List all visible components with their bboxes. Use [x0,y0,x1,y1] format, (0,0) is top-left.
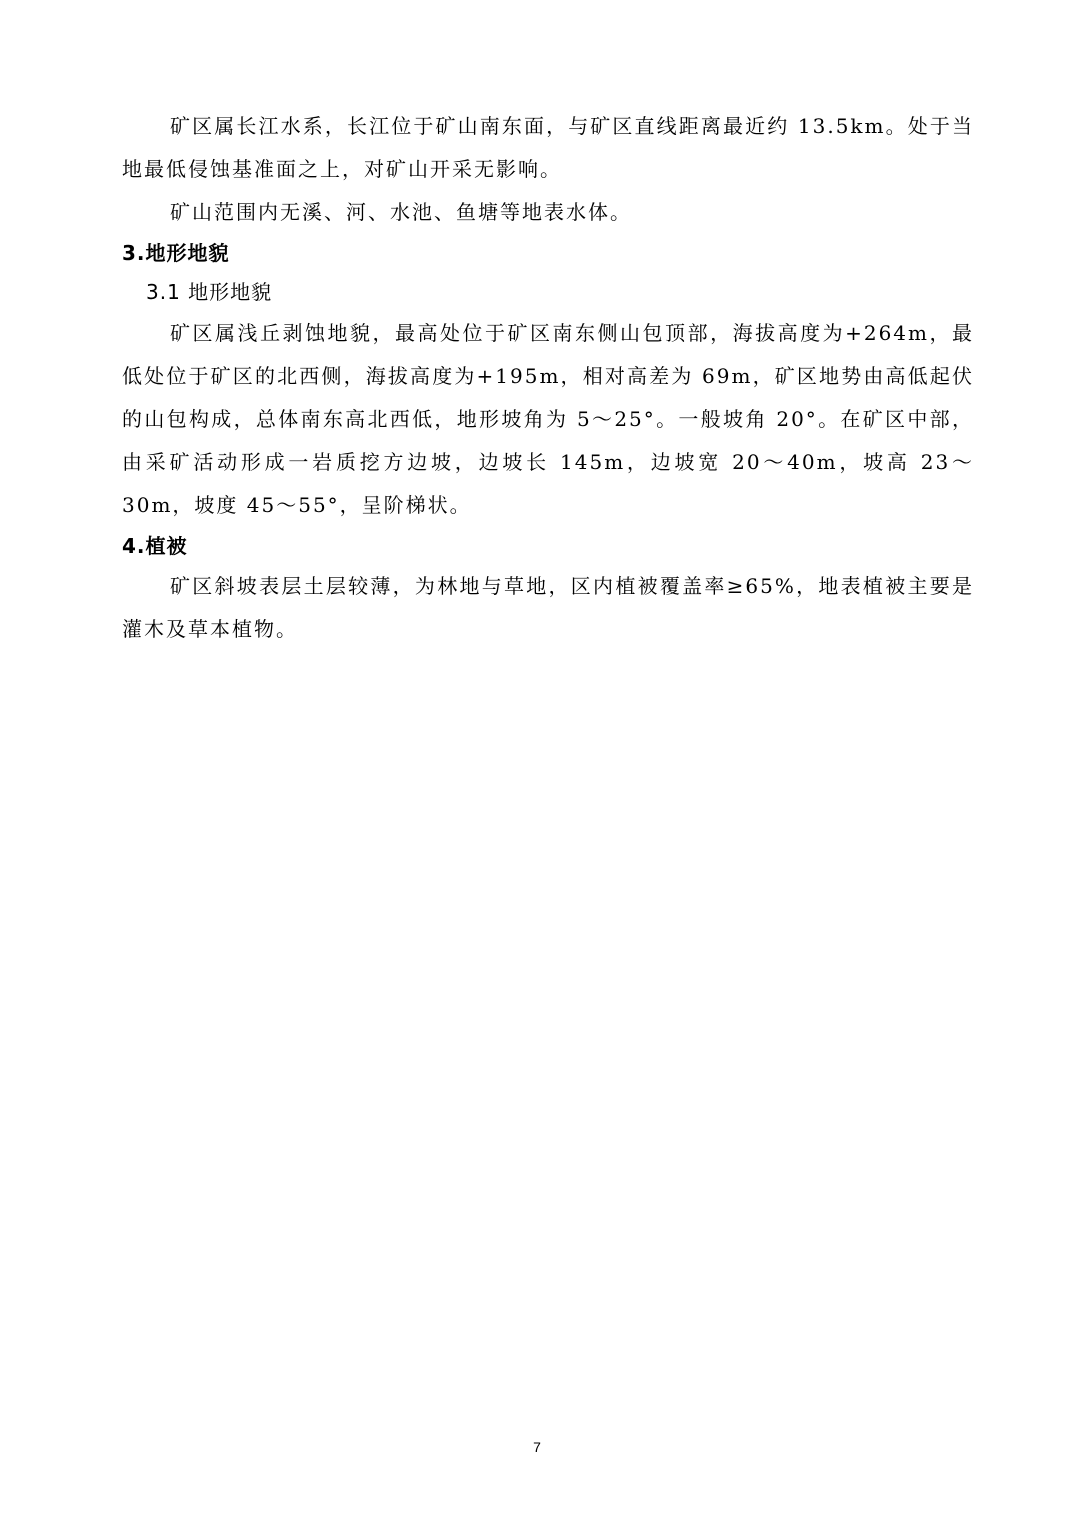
section-heading-vegetation: 4.植被 [122,534,188,558]
section-heading-terrain: 3.地形地貌 [122,241,230,265]
paragraph-water-system: 矿区属长江水系，长江位于矿山南东面，与矿区直线距离最近约 13.5km。处于当地最低侵蚀基准面之上，对矿山开采无影响。 [122,114,974,181]
subsection-heading-terrain: 3.1 地形地貌 [146,280,273,304]
paragraph-vegetation: 矿区斜坡表层土层较薄，为林地与草地，区内植被覆盖率≥65%，地表植被主要是灌木及草本植物。 [122,574,974,641]
page-content [122,105,974,651]
paragraph-surface-water: 矿山范围内无溪、河、水池、鱼塘等地表水体。 [170,200,632,224]
page-number: 7 [533,1439,541,1455]
paragraph-terrain: 矿区属浅丘剥蚀地貌，最高处位于矿区南东侧山包顶部，海拔高度为+264m，最低处位于矿区的北西侧，海拔高度为+195m，相对高差为 69m，矿区地势由高低起伏的山包构成，总体南东高北西低，地形坡角为 5～25°。一般坡角 20°。在矿区中部，由采矿活动形成一岩质挖方边坡，边坡长 145m，边坡宽 20～40m，坡高 23～30m，坡度 45～55°，呈阶梯状。 [122,321,974,517]
